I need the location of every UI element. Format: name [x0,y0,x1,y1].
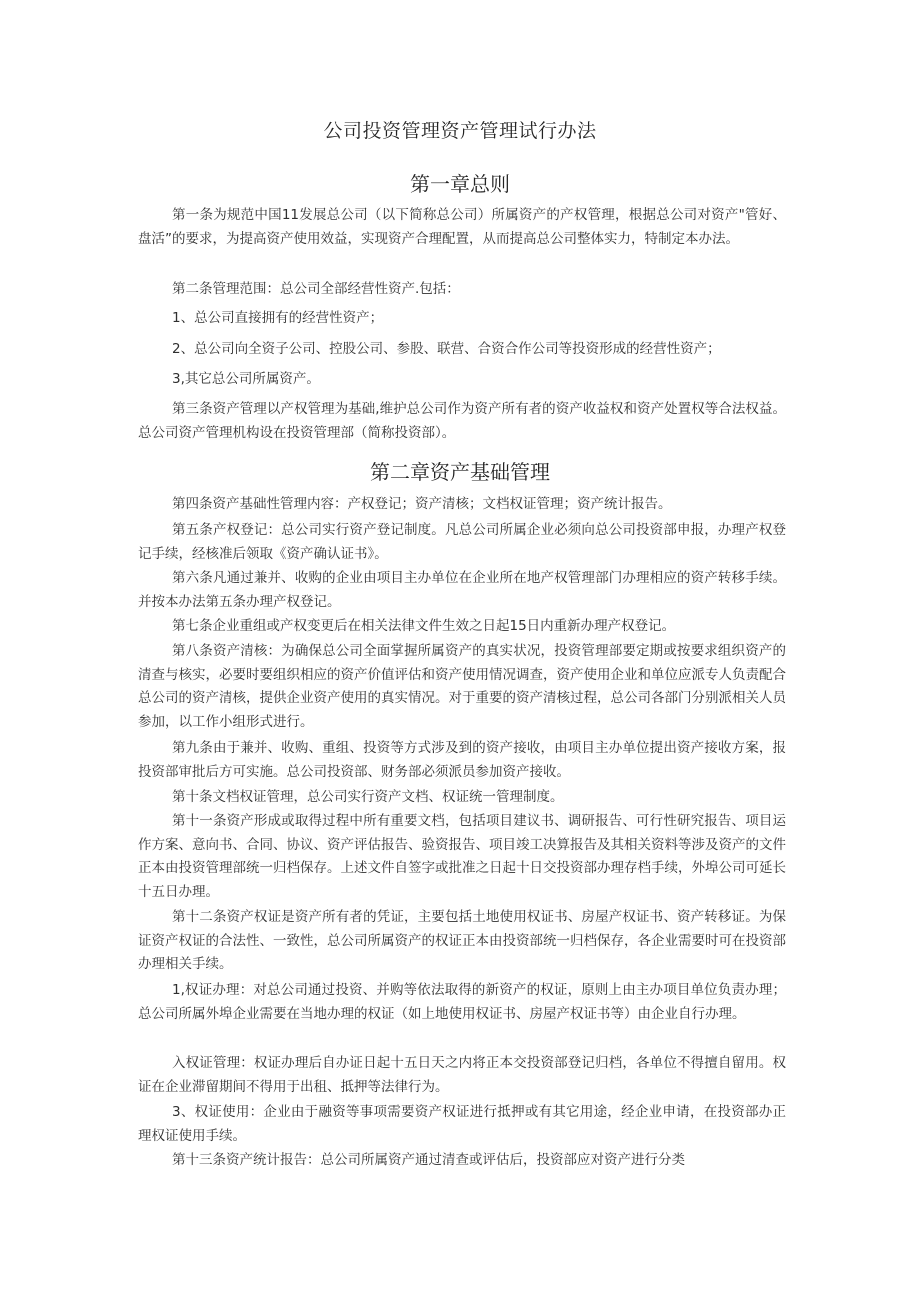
article-paragraph: 第九条由于兼并、收购、重组、投资等方式涉及到的资产接收，由项目主办单位提出资产接收方案，报投资部审批后方可实施。总公司投资部、财务部必须派员参加资产接收。 [138,740,786,780]
list-item: 3,其它总公司所属资产。 [172,371,320,387]
article-paragraph: 第四条资产基础性管理内容：产权登记；资产清核；文档权证管理；资产统计报告。 [172,496,672,512]
list-item: 入权证管理：权证办理后自办证日起十五日天之内将正本交投资部登记归档，各单位不得擅自留用。权证在企业滞留期间不得用于出租、抵押等法律行为。 [138,1055,786,1095]
article-paragraph: 第七条企业重组或产权变更后在相关法律文件生效之日起15日内重新办理产权登记。 [172,618,676,634]
chapter-heading-asset-basic-management: 第二章资产基础管理 [370,460,550,484]
article-paragraph: 第八条资产清核：为确保总公司全面掌握所属资产的真实状况，投资管理部要定期或按要求组织资产的清查与核实，必要时要组织相应的资产价值评估和资产使用情况调查，资产使用企业和单位应派专人负责配合总公司的资产清核，提供企业资产使用的真实情况。对于重要的资产清核过程，总公司各部门分别派相关人员参加，以工作小组形式进行。 [138,643,786,730]
article-paragraph: 第六条凡通过兼并、收购的企业由项目主办单位在企业所在地产权管理部门办理相应的资产转移手续。并按本办法第五条办理产权登记。 [138,570,786,610]
document-title: 公司投资管理资产管理试行办法 [323,120,597,142]
list-item: 3、权证使用：企业由于融资等事项需要资产权证进行抵押或有其它用途，经企业申请，在投资部办正理权证使用手续。 [138,1104,786,1144]
article-paragraph: 第一条为规范中国11发展总公司（以下简称总公司）所属资产的产权管理，根据总公司对资产"管好、盘活”的要求，为提高资产使用效益，实现资产合理配置，从而提高总公司整体实力，特制定本办法。 [138,207,786,247]
article-paragraph: 第五条产权登记：总公司实行资产登记制度。凡总公司所属企业必须向总公司投资部申报，办理产权登记手续，经核准后领取《资产确认证书》。 [138,522,786,562]
chapter-heading-general: 第一章总则 [410,172,510,196]
article-paragraph: 第十三条资产统计报告：总公司所属资产通过清查或评估后，投资部应对资产进行分类 [172,1152,685,1168]
article-paragraph: 第十一条资产形成或取得过程中所有重要文档，包括项目建议书、调研报告、可行性研究报告、项目运作方案、意向书、合同、协议、资产评估报告、验资报告、项目竣工决算报告及其相关资料等涉及资产的文件正本由投资管理部统一归档保存。上述文件自签字或批准之日起十日交投资部办理存档手续，外埠公司可延长十五日办理。 [138,813,786,900]
article-paragraph: 第十条文档权证管理，总公司实行资产文档、权证统一管理制度。 [172,789,564,805]
list-item: 1、总公司直接拥有的经营性资产； [172,310,384,326]
article-paragraph: 第三条资产管理以产权管理为基础,维护总公司作为资产所有者的资产收益权和资产处置权等合法权益。总公司资产管理机构设在投资管理部（简称投资部）。 [138,401,786,441]
list-item: 2、总公司向全资子公司、控股公司、参股、联营、合资合作公司等投资形成的经营性资产； [172,341,721,357]
article-paragraph: 第二条管理范围：总公司全部经营性资产.包括： [172,281,460,297]
list-item: 1,权证办理：对总公司通过投资、并购等依法取得的新资产的权证，原则上由主办项目单位负责办理；总公司所属外埠企业需要在当地办理的权证（如上地使用权证书、房屋产权证书等）由企业自行办理。 [138,982,786,1022]
article-paragraph: 第十二条资产权证是资产所有者的凭证，主要包括土地使用权证书、房屋产权证书、资产转移证。为保证资产权证的合法性、一致性，总公司所属资产的权证正本由投资部统一归档保存，各企业需要时可在投资部办理相关手续。 [138,909,786,973]
